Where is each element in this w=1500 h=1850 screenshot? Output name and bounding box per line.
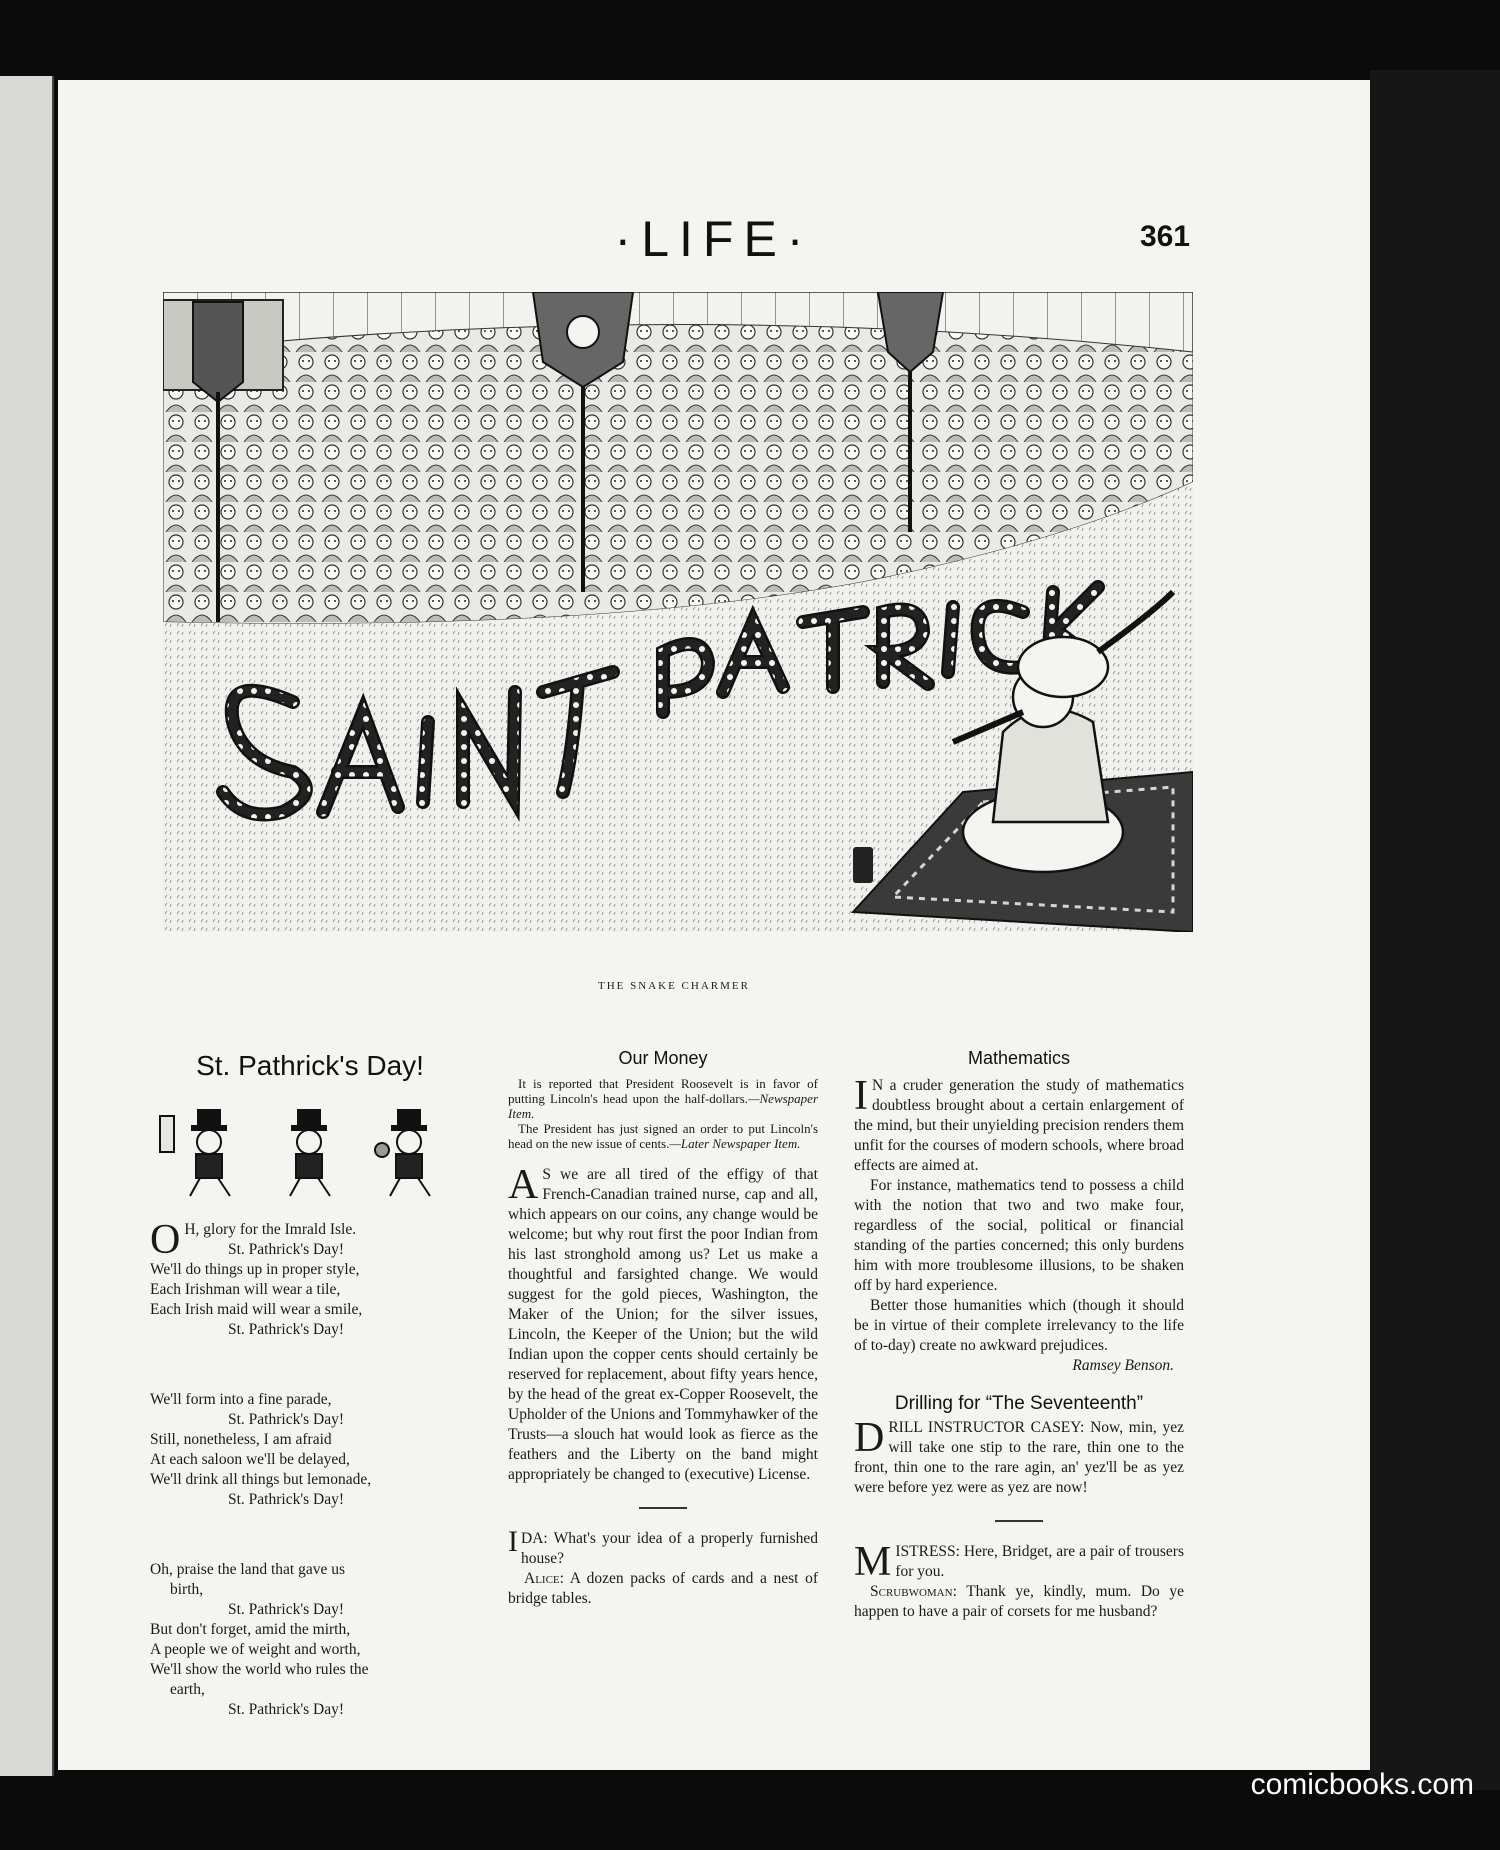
scan-border — [1370, 70, 1500, 1790]
body-dropcap: A — [508, 1162, 539, 1208]
site-watermark: comicbooks.com — [1250, 1768, 1474, 1801]
poem-line: At each saloon we'll be delayed, — [150, 1451, 350, 1468]
illustration-drawing — [163, 292, 1193, 932]
figure-with-banner — [160, 1110, 230, 1196]
news-quote-1: It is reported that President Roosevelt is in favor of putting Lincoln's head upon the half-dollars.—Newspaper Item. — [508, 1076, 818, 1121]
magazine-page — [58, 80, 1370, 1770]
poem-line: O H, glory for the Imrald Isle. — [150, 1217, 357, 1263]
poem-line: St. Pathrick's Day! — [228, 1701, 345, 1718]
masthead-title: ·LIFE· — [614, 211, 814, 267]
poem-line: We'll form into a fine parade, — [150, 1391, 332, 1408]
mistress-dropcap: M — [854, 1539, 892, 1585]
poem-line: earth, — [170, 1681, 205, 1698]
poem-stanza-3 — [150, 1560, 470, 1720]
author-signature: Ramsey Benson. — [1072, 1357, 1174, 1374]
mistress-text: MISTRESS: Here, Bridget, are a pair of trousers for you. — [854, 1539, 1184, 1585]
mathematics-p2: For instance, mathematics tend to possess a child with the notion that two and two make four, regardless of the social, political or financial standing of the parties concerned; this only burdens him with more troublesome illusions, to be shaken off by hard experience. — [854, 1177, 1184, 1294]
drilling-heading: Drilling for “The Seventeenth” — [894, 1393, 1144, 1414]
scrubwoman-reply: Scrubwoman: Thank ye, kindly, mum. Do ye happen to have a pair of corsets for me husband? — [854, 1583, 1184, 1620]
poem-dropcap: O — [150, 1217, 181, 1263]
poem-line: birth, — [170, 1581, 204, 1598]
poem-line: We'll drink all things but lemonade, — [150, 1471, 372, 1488]
poem-line: But don't forget, amid the mirth, — [150, 1621, 351, 1638]
poem-line: St. Pathrick's Day! — [228, 1241, 345, 1258]
poem-stanza-1 — [150, 1217, 470, 1340]
our-money-body: A S we are all tired of the effigy of that French-Canadian trained nurse, cap and all, which appears on our coins, any change would be welcome; but why rout first the poor Indian from his last stronghold among us? Let us make a thoughtful and farsighted change. We would suggest for the gold pieces, Washington, the Maker of the Union; for the silver issues, Lincoln, the Keeper of the Union; but the wild Indian upon the copper cents should certainly be reserved for replacement, about fifty years hence, by the head of the great ex-Copper Roosevelt, the Upholder of the Unions and Tommyhawker of the Trusts—a slouch hat would look as fierce as the feathers and the Liberty on the band might appropriately be changed to (executive) License. — [508, 1162, 818, 1483]
poem-line: We'll show the world who rules the — [150, 1661, 369, 1678]
poem-line: A people we of weight and worth, — [150, 1641, 361, 1658]
illustration-caption: THE SNAKE CHARMER — [598, 980, 750, 992]
poem-title: St. Pathrick's Day! — [196, 1050, 424, 1081]
mathematics-p3: Better those humanities which (though it should be in virtue of their complete irrelevancy to the life of to-day) create no awkward prejudices. — [854, 1297, 1184, 1354]
poem-line: Oh, praise the land that gave us — [150, 1561, 345, 1578]
leprechaun-figures — [150, 1106, 470, 1202]
divider-rule — [639, 1507, 687, 1509]
poem-line: Each Irish maid will wear a smile, — [150, 1301, 363, 1318]
poem-line: We'll do things up in proper style, — [150, 1261, 360, 1278]
our-money-heading: Our Money — [618, 1048, 708, 1068]
poem-line: Still, nonetheless, I am afraid — [150, 1431, 332, 1448]
page-number: 361 — [1139, 220, 1190, 253]
drill-instructor-text: DRILL INSTRUCTOR CASEY: Now, min, yez will take one stip to the rare, thin one to the front, thin one to the rare agin, an' yez'll be as yez were before yez were as yez are now! — [854, 1415, 1184, 1496]
mathematics-p1: I N a cruder generation the study of mathematics doubtless brought about a certain enlargement of the mind, but their unyielding precision renders them unfit for the courses of modern schools, where broad effects are aimed at. — [854, 1073, 1184, 1174]
left-page-edge — [0, 76, 54, 1776]
figure-with-shamrock — [375, 1110, 430, 1196]
poem-line: St. Pathrick's Day! — [228, 1411, 345, 1428]
figure-middle — [290, 1110, 330, 1196]
poem-line: St. Pathrick's Day! — [228, 1491, 345, 1508]
poem-stanza-2 — [150, 1390, 470, 1510]
divider-rule — [995, 1520, 1043, 1522]
news-quote-2: The President has just signed an order to put Lincoln's head on the new issue of cents.—Later Newspaper Item. — [508, 1121, 818, 1151]
alice-reply: Alice: A dozen packs of cards and a nest of bridge tables. — [508, 1570, 818, 1607]
column-mathematics — [854, 1048, 1184, 1622]
drill-dropcap: D — [854, 1415, 885, 1461]
poem-line: St. Pathrick's Day! — [228, 1321, 345, 1338]
mathematics-heading: Mathematics — [967, 1048, 1071, 1068]
ida-joke: IDA: What's your idea of a properly furnished house? — [508, 1525, 818, 1567]
math-dropcap: I — [854, 1073, 868, 1119]
snake-charmer-illustration — [163, 292, 1193, 932]
column-poem — [150, 1048, 470, 1720]
poem-line: St. Pathrick's Day! — [228, 1601, 345, 1618]
column-our-money — [508, 1048, 818, 1609]
poem-line: Each Irishman will wear a tile, — [150, 1281, 341, 1298]
joke-dropcap: I — [508, 1525, 518, 1558]
marching-figures-drawing — [150, 1106, 470, 1202]
